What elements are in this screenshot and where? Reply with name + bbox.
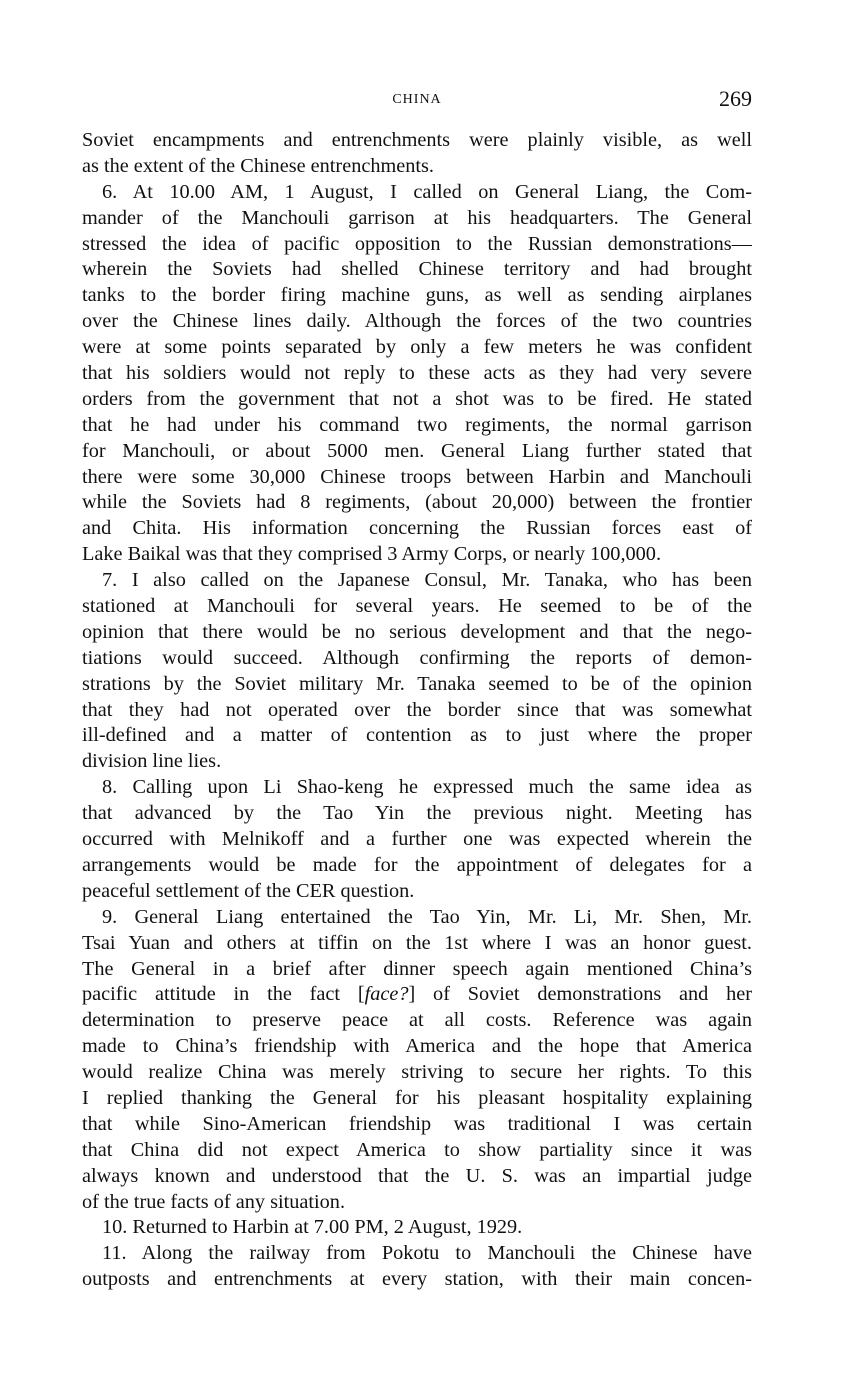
text-line: as the extent of the Chinese entrenchments. xyxy=(82,154,434,177)
text-line: 10. Returned to Harbin at 7.00 PM, 2 August, 1929. xyxy=(102,1216,523,1239)
text-line: that they had not operated over the border since that was somewhat xyxy=(82,698,752,721)
text-line: opinion that there would be no serious development and that the nego- xyxy=(82,620,752,643)
text-line: stressed the idea of pacific opposition to the Russian demonstrations— xyxy=(82,232,752,255)
text-line: peaceful settlement of the CER question. xyxy=(82,879,415,902)
text-line: that China did not expect America to show partiality since it was xyxy=(82,1138,752,1161)
text-line: over the Chinese lines daily. Although the forces of the two countries xyxy=(82,310,752,333)
text-line: arrangements would be made for the appointment of delegates for a xyxy=(82,853,752,876)
text-line: The General in a brief after dinner speech again mentioned China’s xyxy=(82,957,752,980)
text-line: tiations would succeed. Although confirming the reports of demon- xyxy=(82,646,752,669)
text-line: that while Sino-American friendship was traditional I was certain xyxy=(82,1112,752,1135)
text-line: 11. Along the railway from Pokotu to Manchouli the Chinese have xyxy=(102,1242,752,1265)
page-number: 269 xyxy=(719,86,752,111)
text-line: strations by the Soviet military Mr. Tanaka seemed to be of the opinion xyxy=(82,672,752,695)
text-line: always known and understood that the U. S. was an impartial judge xyxy=(82,1164,752,1187)
text-line: Lake Baikal was that they comprised 3 Army Corps, or nearly 100,000. xyxy=(82,543,662,566)
text-line: 6. At 10.00 AM, 1 August, I called on General Liang, the Com- xyxy=(102,180,752,203)
running-title: CHINA xyxy=(392,92,442,107)
text-line: orders from the government that not a shot was to be fired. He stated xyxy=(82,387,752,410)
text-line: 9. General Liang entertained the Tao Yin, Mr. Li, Mr. Shen, Mr. xyxy=(102,905,752,928)
running-head xyxy=(82,86,752,114)
text-line: that his soldiers would not reply to these acts as they had very severe xyxy=(82,362,752,385)
text-line: tanks to the border firing machine guns, as well as sending airplanes xyxy=(82,284,752,307)
text-line: I replied thanking the General for his pleasant hospitality explaining xyxy=(82,1086,752,1109)
text-line: 7. I also called on the Japanese Consul, Mr. Tanaka, who has been xyxy=(102,569,752,592)
text-line: 8. Calling upon Li Shao-keng he expressed much the same idea as xyxy=(102,776,752,799)
text-line: made to China’s friendship with America and the hope that America xyxy=(82,1035,752,1058)
text-line: there were some 30,000 Chinese troops between Harbin and Manchouli xyxy=(82,465,752,488)
body-text xyxy=(82,128,752,1293)
text-line: Tsai Yuan and others at tiffin on the 1st where I was an honor guest. xyxy=(82,931,752,954)
text-line: stationed at Manchouli for several years. He seemed to be of the xyxy=(82,595,752,618)
text-line: determination to preserve peace at all costs. Reference was again xyxy=(82,1009,752,1032)
text-line: Soviet encampments and entrenchments were plainly visible, as well xyxy=(82,129,752,151)
text-line: division line lies. xyxy=(82,750,222,773)
text-line: outposts and entrenchments at every station, with their main concen- xyxy=(82,1268,752,1291)
text-line: wherein the Soviets had shelled Chinese territory and had brought xyxy=(82,258,752,281)
text-line: that advanced by the Tao Yin the previous night. Meeting has xyxy=(82,802,752,825)
text-line: mander of the Manchouli garrison at his headquarters. The General xyxy=(82,206,752,229)
text-line: pacific attitude in the fact [face?] of Soviet demonstrations and her xyxy=(82,983,752,1006)
text-line: occurred with Melnikoff and a further one was expected wherein the xyxy=(82,828,752,851)
text-line: ill-defined and a matter of contention as to just where the proper xyxy=(82,724,752,747)
text-line: for Manchouli, or about 5000 men. General Liang further stated that xyxy=(82,439,752,462)
text-line: were at some points separated by only a few meters he was confident xyxy=(82,336,752,359)
text-line: while the Soviets had 8 regiments, (about 20,000) between the frontier xyxy=(82,491,752,514)
text-line: and Chita. His information concerning the Russian forces east of xyxy=(82,517,752,540)
text-line: would realize China was merely striving to secure her rights. To this xyxy=(82,1061,752,1084)
text-line: that he had under his command two regiments, the normal garrison xyxy=(82,413,752,436)
text-line: of the true facts of any situation. xyxy=(82,1190,346,1213)
